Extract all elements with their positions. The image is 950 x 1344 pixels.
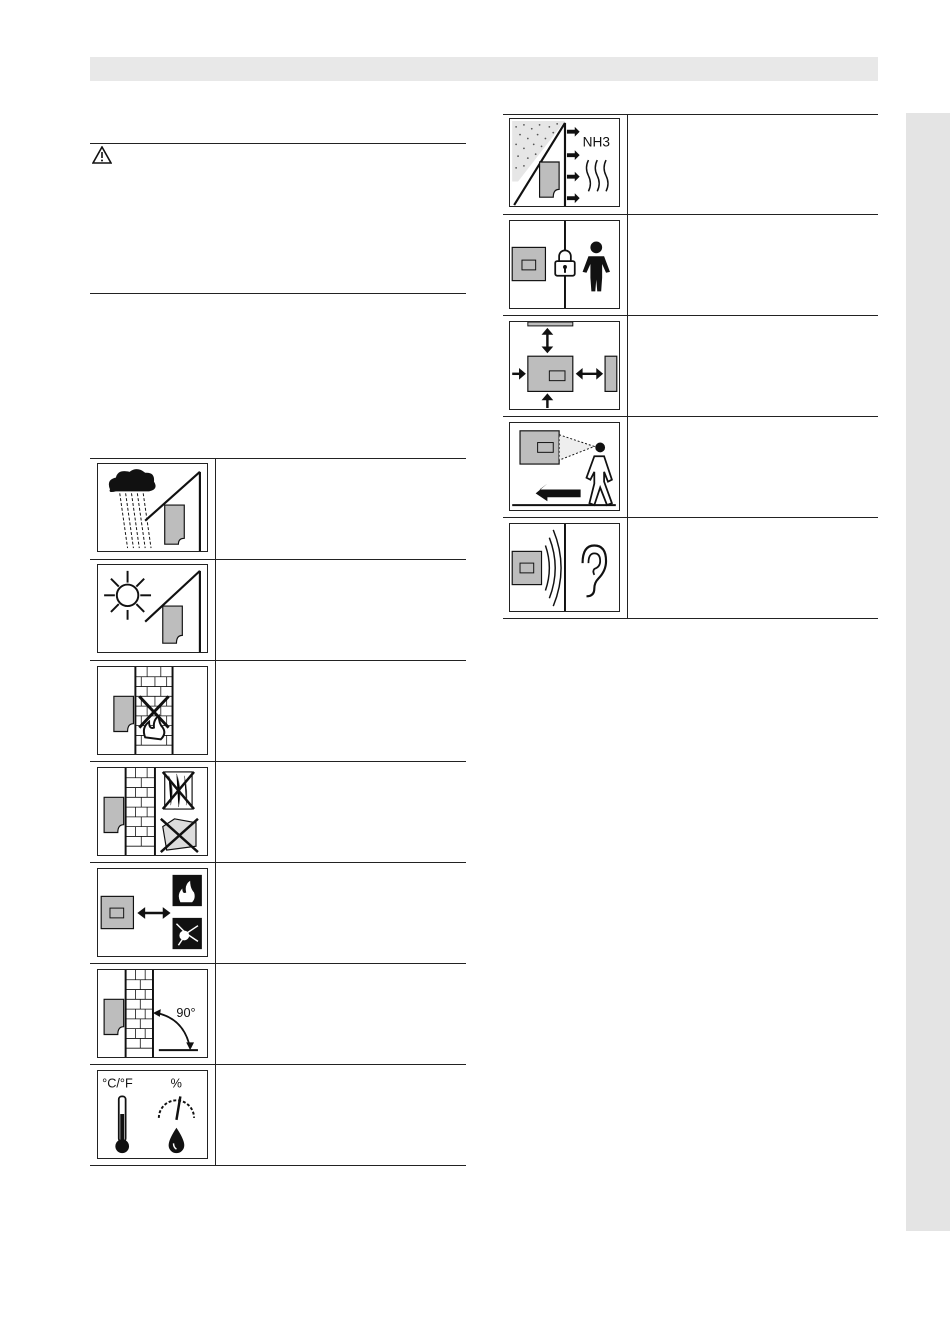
warning-bottom-rule (90, 293, 466, 294)
table-left-rule (90, 559, 466, 560)
no-wood-or-stone-surface-icon (97, 767, 208, 856)
table-left-rule (90, 761, 466, 762)
sun-exposure-icon (97, 564, 208, 653)
distance-from-flammable-explosive-icon (97, 868, 208, 957)
table-left-rule (90, 1165, 466, 1166)
temperature-unit-label: °C/°F (102, 1076, 133, 1091)
table-right-rule (503, 618, 878, 619)
fire-wall-no-mount-icon (97, 666, 208, 755)
table-right-rule (503, 315, 878, 316)
installation-clearance-icon (509, 321, 620, 410)
visibility-from-walkway-icon (509, 422, 620, 511)
locked-access-person-icon (509, 220, 620, 309)
angle-label: 90° (176, 1005, 196, 1020)
temperature-humidity-icon (97, 1070, 208, 1159)
table-right-divider (627, 114, 628, 618)
table-left-rule (90, 862, 466, 863)
table-left-rule (90, 1064, 466, 1065)
noise-hearing-icon (509, 523, 620, 612)
table-left-rule (90, 458, 466, 459)
table-right-rule (503, 416, 878, 417)
table-right-rule (503, 517, 878, 518)
warning-top-rule (90, 143, 466, 144)
nh3-label: NH3 (582, 134, 610, 150)
warning-triangle-icon (92, 146, 112, 164)
table-left-rule (90, 963, 466, 964)
rain-exposure-icon (97, 463, 208, 552)
table-left-rule (90, 660, 466, 661)
side-tab-lower (906, 857, 950, 1231)
table-left-divider (215, 458, 216, 1165)
header-bar (90, 57, 878, 81)
percent-label: % (170, 1076, 182, 1091)
vertical-wall-90deg-icon (97, 969, 208, 1058)
ammonia-nh3-exposure-icon (509, 118, 620, 207)
table-right-rule (503, 214, 878, 215)
side-tab-upper (906, 113, 950, 857)
table-right-rule (503, 114, 878, 115)
